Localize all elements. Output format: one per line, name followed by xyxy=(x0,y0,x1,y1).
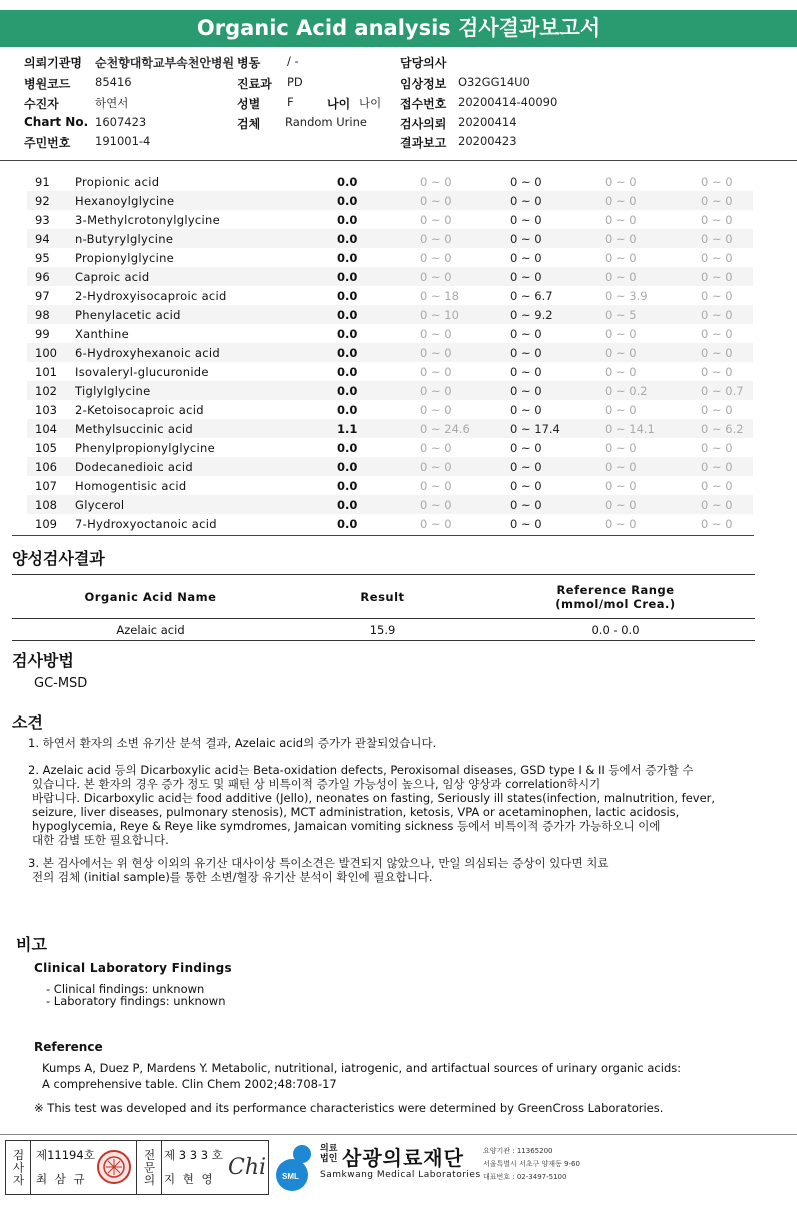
finding-item-1: 1. 하연서 환자의 소변 유기산 분석 결과, Azelaic acid의 증가가 관찰되었습니다. xyxy=(28,736,437,750)
result-range-2: 0 ~ 6.7 xyxy=(510,286,605,305)
result-range-1: 0 ~ 0 xyxy=(420,381,510,400)
result-range-3: 0 ~ 0 xyxy=(605,476,701,495)
result-range-1: 0 ~ 10 xyxy=(420,305,510,324)
finding-2-line: 있습니다. 본 환자의 경우 증가 정도 및 패턴 상 비특이적 증가일 가능성이 높으나, 임상 양상과 correlation하시기 xyxy=(32,777,601,791)
result-acid-name: 7-Hydroxyoctanoic acid xyxy=(75,514,337,533)
result-range-4: 0 ~ 0 xyxy=(701,457,753,476)
result-number: 103 xyxy=(27,400,75,419)
result-range-2: 0 ~ 0 xyxy=(510,495,605,514)
chart-no-value: 1607423 xyxy=(95,115,147,129)
positive-results-table xyxy=(12,574,755,641)
result-range-1: 0 ~ 24.6 xyxy=(420,419,510,438)
specimen-value: Random Urine xyxy=(285,115,367,129)
result-value: 0.0 xyxy=(337,438,420,457)
positive-result: 15.9 xyxy=(289,619,476,641)
clinical-findings-item: - Clinical findings: unknown xyxy=(46,982,205,996)
org-prefix-bottom: 법인 xyxy=(320,1154,338,1164)
result-value: 0.0 xyxy=(337,172,420,191)
result-value: 0.0 xyxy=(337,400,420,419)
table-row xyxy=(27,419,753,438)
result-value: 0.0 xyxy=(337,286,420,305)
clinical-findings-title: Clinical Laboratory Findings xyxy=(34,961,232,975)
table-row xyxy=(27,267,753,286)
request-date-value: 20200414 xyxy=(458,115,517,129)
result-range-1: 0 ~ 0 xyxy=(420,400,510,419)
result-range-2: 0 ~ 0 xyxy=(510,267,605,286)
result-range-4: 0 ~ 0 xyxy=(701,305,753,324)
result-acid-name: 3-Methylcrotonylglycine xyxy=(75,210,337,229)
org-prefix-top: 의료 xyxy=(320,1144,338,1154)
result-range-1: 0 ~ 0 xyxy=(420,343,510,362)
result-number: 100 xyxy=(27,343,75,362)
result-number: 95 xyxy=(27,248,75,267)
doctor-label: 담당의사 xyxy=(400,56,447,70)
result-number: 109 xyxy=(27,514,75,533)
ref-range-line2: (mmol/mol Crea.) xyxy=(555,596,676,611)
result-range-3: 0 ~ 0.2 xyxy=(605,381,701,400)
result-value: 0.0 xyxy=(337,324,420,343)
examiner-label: 검사자 xyxy=(6,1141,31,1194)
table-row xyxy=(27,191,753,210)
hospital-code-label: 병원코드 xyxy=(24,77,71,91)
table-row xyxy=(27,400,753,419)
result-value: 0.0 xyxy=(337,210,420,229)
sex-label: 성별 xyxy=(237,97,261,111)
results-table-divider xyxy=(12,535,754,536)
table-row xyxy=(27,172,753,191)
signature: Chi xyxy=(228,1155,267,1180)
age-label: 나이 xyxy=(327,97,351,111)
finding-item-2 xyxy=(28,763,768,847)
patient-label: 수진자 xyxy=(24,97,59,111)
result-range-4: 0 ~ 0 xyxy=(701,267,753,286)
report-header xyxy=(0,54,797,160)
result-number: 98 xyxy=(27,305,75,324)
org-phone: 대표번호 : 02-3497-5100 xyxy=(483,1173,567,1181)
result-range-4: 0 ~ 0 xyxy=(701,324,753,343)
result-range-4: 0 ~ 0 xyxy=(701,343,753,362)
result-range-3: 0 ~ 0 xyxy=(605,324,701,343)
positive-results-title: 양성검사결과 xyxy=(12,549,105,568)
result-number: 105 xyxy=(27,438,75,457)
result-range-2: 0 ~ 0 xyxy=(510,248,605,267)
specialist-license: 제 3 3 3 호 xyxy=(164,1148,223,1162)
result-range-1: 0 ~ 0 xyxy=(420,362,510,381)
result-range-1: 0 ~ 0 xyxy=(420,210,510,229)
finding-3-line: 전의 검체 (initial sample)를 통한 소변/혈장 유기산 분석이 확인에 필요합니다. xyxy=(32,870,433,884)
result-range-3: 0 ~ 0 xyxy=(605,210,701,229)
result-range-4: 0 ~ 0 xyxy=(701,495,753,514)
dept-value: PD xyxy=(287,75,303,89)
specialist-label: 전문의 xyxy=(136,1141,162,1194)
age-value: 나이 xyxy=(359,96,382,110)
table-row xyxy=(27,514,753,533)
result-range-1: 0 ~ 0 xyxy=(420,457,510,476)
result-value: 0.0 xyxy=(337,305,420,324)
result-value: 1.1 xyxy=(337,419,420,438)
examiner-name: 최 삼 규 xyxy=(36,1172,87,1186)
result-number: 104 xyxy=(27,419,75,438)
result-acid-name: Dodecanedioic acid xyxy=(75,457,337,476)
table-row xyxy=(27,381,753,400)
result-range-1: 0 ~ 0 xyxy=(420,229,510,248)
result-acid-name: 6-Hydroxyhexanoic acid xyxy=(75,343,337,362)
hospital-code-value: 85416 xyxy=(95,75,132,89)
findings-title: 소견 xyxy=(12,713,43,732)
report-title: Organic Acid analysis 검사결과보고서 xyxy=(0,10,797,47)
result-value: 0.0 xyxy=(337,248,420,267)
finding-2-line: seizure, liver diseases, pulmonary stenosis), MCT administration, ketosis, VPA or acetaminophen, lactic acidosis, xyxy=(32,805,680,819)
result-range-1: 0 ~ 0 xyxy=(420,191,510,210)
result-number: 96 xyxy=(27,267,75,286)
result-range-2: 0 ~ 0 xyxy=(510,457,605,476)
result-range-2: 0 ~ 0 xyxy=(510,191,605,210)
signature-box xyxy=(5,1140,269,1195)
org-address: 서울특별시 서초구 양재동 9-60 xyxy=(483,1160,580,1168)
result-range-4: 0 ~ 0 xyxy=(701,362,753,381)
result-range-3: 0 ~ 0 xyxy=(605,172,701,191)
result-acid-name: Isovaleryl-glucuronide xyxy=(75,362,337,381)
table-row xyxy=(27,305,753,324)
col-reference-range xyxy=(476,575,755,619)
result-range-3: 0 ~ 0 xyxy=(605,343,701,362)
laboratory-findings-item: - Laboratory findings: unknown xyxy=(46,994,226,1008)
result-range-4: 0 ~ 0 xyxy=(701,438,753,457)
result-range-3: 0 ~ 0 xyxy=(605,362,701,381)
clinical-info-label: 임상정보 xyxy=(400,77,447,91)
result-acid-name: Propionic acid xyxy=(75,172,337,191)
sml-logo-text: SML xyxy=(282,1172,299,1181)
ward-label: 병동 xyxy=(237,56,261,70)
table-row xyxy=(27,343,753,362)
result-range-4: 0 ~ 0 xyxy=(701,400,753,419)
result-range-3: 0 ~ 0 xyxy=(605,267,701,286)
result-number: 102 xyxy=(27,381,75,400)
result-value: 0.0 xyxy=(337,457,420,476)
reference-title: Reference xyxy=(34,1040,103,1054)
result-range-4: 0 ~ 0 xyxy=(701,248,753,267)
footer-divider xyxy=(0,1134,797,1135)
result-range-4: 0 ~ 0 xyxy=(701,514,753,533)
finding-2-line: 바랍니다. Dicarboxylic acid는 food additive (Jello), neonates on fasting, Seriously ill states(infection, malnutrition, fever, xyxy=(32,791,716,805)
result-range-4: 0 ~ 0.7 xyxy=(701,381,753,400)
result-acid-name: Xanthine xyxy=(75,324,337,343)
method-title: 검사방법 xyxy=(12,651,74,670)
result-number: 108 xyxy=(27,495,75,514)
table-row xyxy=(27,362,753,381)
result-acid-name: Tiglylglycine xyxy=(75,381,337,400)
finding-2-line: hypoglycemia, Reye & Reye like symdromes, Jamaican vomiting sickness 등에서 비특이적 증가가 가능하오니 이에 xyxy=(32,819,661,833)
result-range-2: 0 ~ 9.2 xyxy=(510,305,605,324)
finding-2-line: 대한 감별 또한 필요합니다. xyxy=(32,833,169,847)
result-number: 106 xyxy=(27,457,75,476)
care-code: 요양기관 : 11365200 xyxy=(483,1147,553,1155)
result-acid-name: Phenylpropionylglycine xyxy=(75,438,337,457)
result-range-2: 0 ~ 0 xyxy=(510,514,605,533)
chart-no-label: Chart No. xyxy=(24,115,89,129)
specialist-name: 지 현 영 xyxy=(164,1172,215,1186)
result-range-2: 0 ~ 17.4 xyxy=(510,419,605,438)
result-range-3: 0 ~ 0 xyxy=(605,514,701,533)
result-number: 93 xyxy=(27,210,75,229)
result-acid-name: Homogentisic acid xyxy=(75,476,337,495)
col-result: Result xyxy=(289,575,476,619)
result-range-1: 0 ~ 0 xyxy=(420,324,510,343)
result-acid-name: Hexanoylglycine xyxy=(75,191,337,210)
official-seal-icon xyxy=(96,1149,132,1185)
resident-no-value: 191001-4 xyxy=(95,134,151,148)
remarks-title: 비고 xyxy=(16,935,47,954)
result-range-3: 0 ~ 0 xyxy=(605,191,701,210)
header-divider xyxy=(0,160,797,161)
result-range-4: 0 ~ 6.2 xyxy=(701,419,753,438)
result-number: 99 xyxy=(27,324,75,343)
result-range-2: 0 ~ 0 xyxy=(510,438,605,457)
table-row xyxy=(27,495,753,514)
result-range-3: 0 ~ 14.1 xyxy=(605,419,701,438)
method-value: GC-MSD xyxy=(34,676,88,691)
result-range-2: 0 ~ 0 xyxy=(510,476,605,495)
table-row xyxy=(27,248,753,267)
table-row xyxy=(27,286,753,305)
result-range-1: 0 ~ 18 xyxy=(420,286,510,305)
finding-2-line: 2. Azelaic acid 등의 Dicarboxylic acid는 Beta-oxidation defects, Peroxisomal diseases, GSD type I & II 등에서 증가할 수 xyxy=(28,763,694,777)
results-table xyxy=(27,172,753,533)
result-number: 101 xyxy=(27,362,75,381)
finding-3-line: 3. 본 검사에서는 위 현상 이외의 유기산 대사이상 특이소견은 발견되지 않았으나, 만일 의심되는 증상이 있다면 치료 xyxy=(28,856,609,870)
result-range-2: 0 ~ 0 xyxy=(510,229,605,248)
result-value: 0.0 xyxy=(337,495,420,514)
result-acid-name: Phenylacetic acid xyxy=(75,305,337,324)
result-range-1: 0 ~ 0 xyxy=(420,476,510,495)
table-row xyxy=(27,324,753,343)
patient-value: 하연서 xyxy=(95,96,129,110)
result-value: 0.0 xyxy=(337,267,420,286)
result-range-4: 0 ~ 0 xyxy=(701,286,753,305)
specimen-label: 검체 xyxy=(237,117,261,131)
result-range-4: 0 ~ 0 xyxy=(701,476,753,495)
result-range-1: 0 ~ 0 xyxy=(420,172,510,191)
result-value: 0.0 xyxy=(337,514,420,533)
sex-value: F xyxy=(287,95,294,109)
table-row xyxy=(27,229,753,248)
col-organic-acid-name: Organic Acid Name xyxy=(12,575,289,619)
table-row xyxy=(27,476,753,495)
result-range-2: 0 ~ 0 xyxy=(510,381,605,400)
result-acid-name: Caproic acid xyxy=(75,267,337,286)
table-row xyxy=(27,438,753,457)
finding-item-3 xyxy=(28,856,768,884)
result-acid-name: 2-Hydroxyisocaproic acid xyxy=(75,286,337,305)
result-acid-name: 2-Ketoisocaproic acid xyxy=(75,400,337,419)
result-range-1: 0 ~ 0 xyxy=(420,514,510,533)
request-date-label: 검사의뢰 xyxy=(400,117,447,131)
examiner-license: 제11194호 xyxy=(36,1148,95,1162)
result-range-2: 0 ~ 0 xyxy=(510,324,605,343)
result-range-3: 0 ~ 0 xyxy=(605,438,701,457)
result-value: 0.0 xyxy=(337,476,420,495)
result-range-1: 0 ~ 0 xyxy=(420,248,510,267)
result-value: 0.0 xyxy=(337,362,420,381)
result-value: 0.0 xyxy=(337,229,420,248)
positive-name: Azelaic acid xyxy=(12,619,289,641)
performance-note: ※ This test was developed and its performance characteristics were determined by GreenCross Laboratories. xyxy=(34,1101,664,1115)
receipt-value: 20200414-40090 xyxy=(458,95,558,109)
positive-ref: 0.0 - 0.0 xyxy=(476,619,755,641)
table-row xyxy=(27,210,753,229)
result-range-4: 0 ~ 0 xyxy=(701,191,753,210)
org-prefix xyxy=(320,1144,337,1164)
result-acid-name: Glycerol xyxy=(75,495,337,514)
result-range-1: 0 ~ 0 xyxy=(420,495,510,514)
result-range-3: 0 ~ 3.9 xyxy=(605,286,701,305)
org-name-en: Samkwang Medical Laboratories xyxy=(320,1170,481,1180)
receipt-label: 접수번호 xyxy=(400,97,447,111)
result-range-3: 0 ~ 0 xyxy=(605,248,701,267)
reference-line-1: Kumps A, Duez P, Mardens Y. Metabolic, nutritional, iatrogenic, and artifactual sources of urinary organic acids: xyxy=(42,1061,682,1075)
result-number: 97 xyxy=(27,286,75,305)
report-date-value: 20200423 xyxy=(458,134,517,148)
result-number: 92 xyxy=(27,191,75,210)
report-date-label: 결과보고 xyxy=(400,136,447,150)
table-row xyxy=(27,457,753,476)
result-range-1: 0 ~ 0 xyxy=(420,267,510,286)
result-range-1: 0 ~ 0 xyxy=(420,438,510,457)
result-value: 0.0 xyxy=(337,343,420,362)
result-range-4: 0 ~ 0 xyxy=(701,210,753,229)
sml-logo-icon xyxy=(272,1142,318,1192)
result-range-3: 0 ~ 0 xyxy=(605,495,701,514)
institution-value: 순천향대학교부속천안병원 xyxy=(95,56,235,70)
result-number: 94 xyxy=(27,229,75,248)
result-range-2: 0 ~ 0 xyxy=(510,400,605,419)
table-row xyxy=(12,619,755,641)
result-number: 91 xyxy=(27,172,75,191)
dept-label: 진료과 xyxy=(237,77,272,91)
result-range-3: 0 ~ 0 xyxy=(605,400,701,419)
clinical-info-value: O32GG14U0 xyxy=(458,75,530,89)
result-acid-name: n-Butyrylglycine xyxy=(75,229,337,248)
result-number: 107 xyxy=(27,476,75,495)
result-range-3: 0 ~ 5 xyxy=(605,305,701,324)
ref-range-line1: Reference Range xyxy=(556,582,675,597)
resident-no-label: 주민번호 xyxy=(24,136,71,150)
result-range-4: 0 ~ 0 xyxy=(701,172,753,191)
result-acid-name: Propionylglycine xyxy=(75,248,337,267)
result-value: 0.0 xyxy=(337,381,420,400)
reference-line-2: A comprehensive table. Clin Chem 2002;48:708-17 xyxy=(42,1077,337,1091)
result-range-2: 0 ~ 0 xyxy=(510,362,605,381)
result-range-3: 0 ~ 0 xyxy=(605,457,701,476)
result-value: 0.0 xyxy=(337,191,420,210)
result-range-2: 0 ~ 0 xyxy=(510,172,605,191)
result-range-4: 0 ~ 0 xyxy=(701,229,753,248)
result-range-2: 0 ~ 0 xyxy=(510,210,605,229)
result-range-3: 0 ~ 0 xyxy=(605,229,701,248)
org-name: 삼광의료재단 xyxy=(342,1146,464,1170)
result-range-2: 0 ~ 0 xyxy=(510,343,605,362)
ward-value: / - xyxy=(287,54,299,68)
result-acid-name: Methylsuccinic acid xyxy=(75,419,337,438)
institution-label: 의뢰기관명 xyxy=(24,56,82,70)
